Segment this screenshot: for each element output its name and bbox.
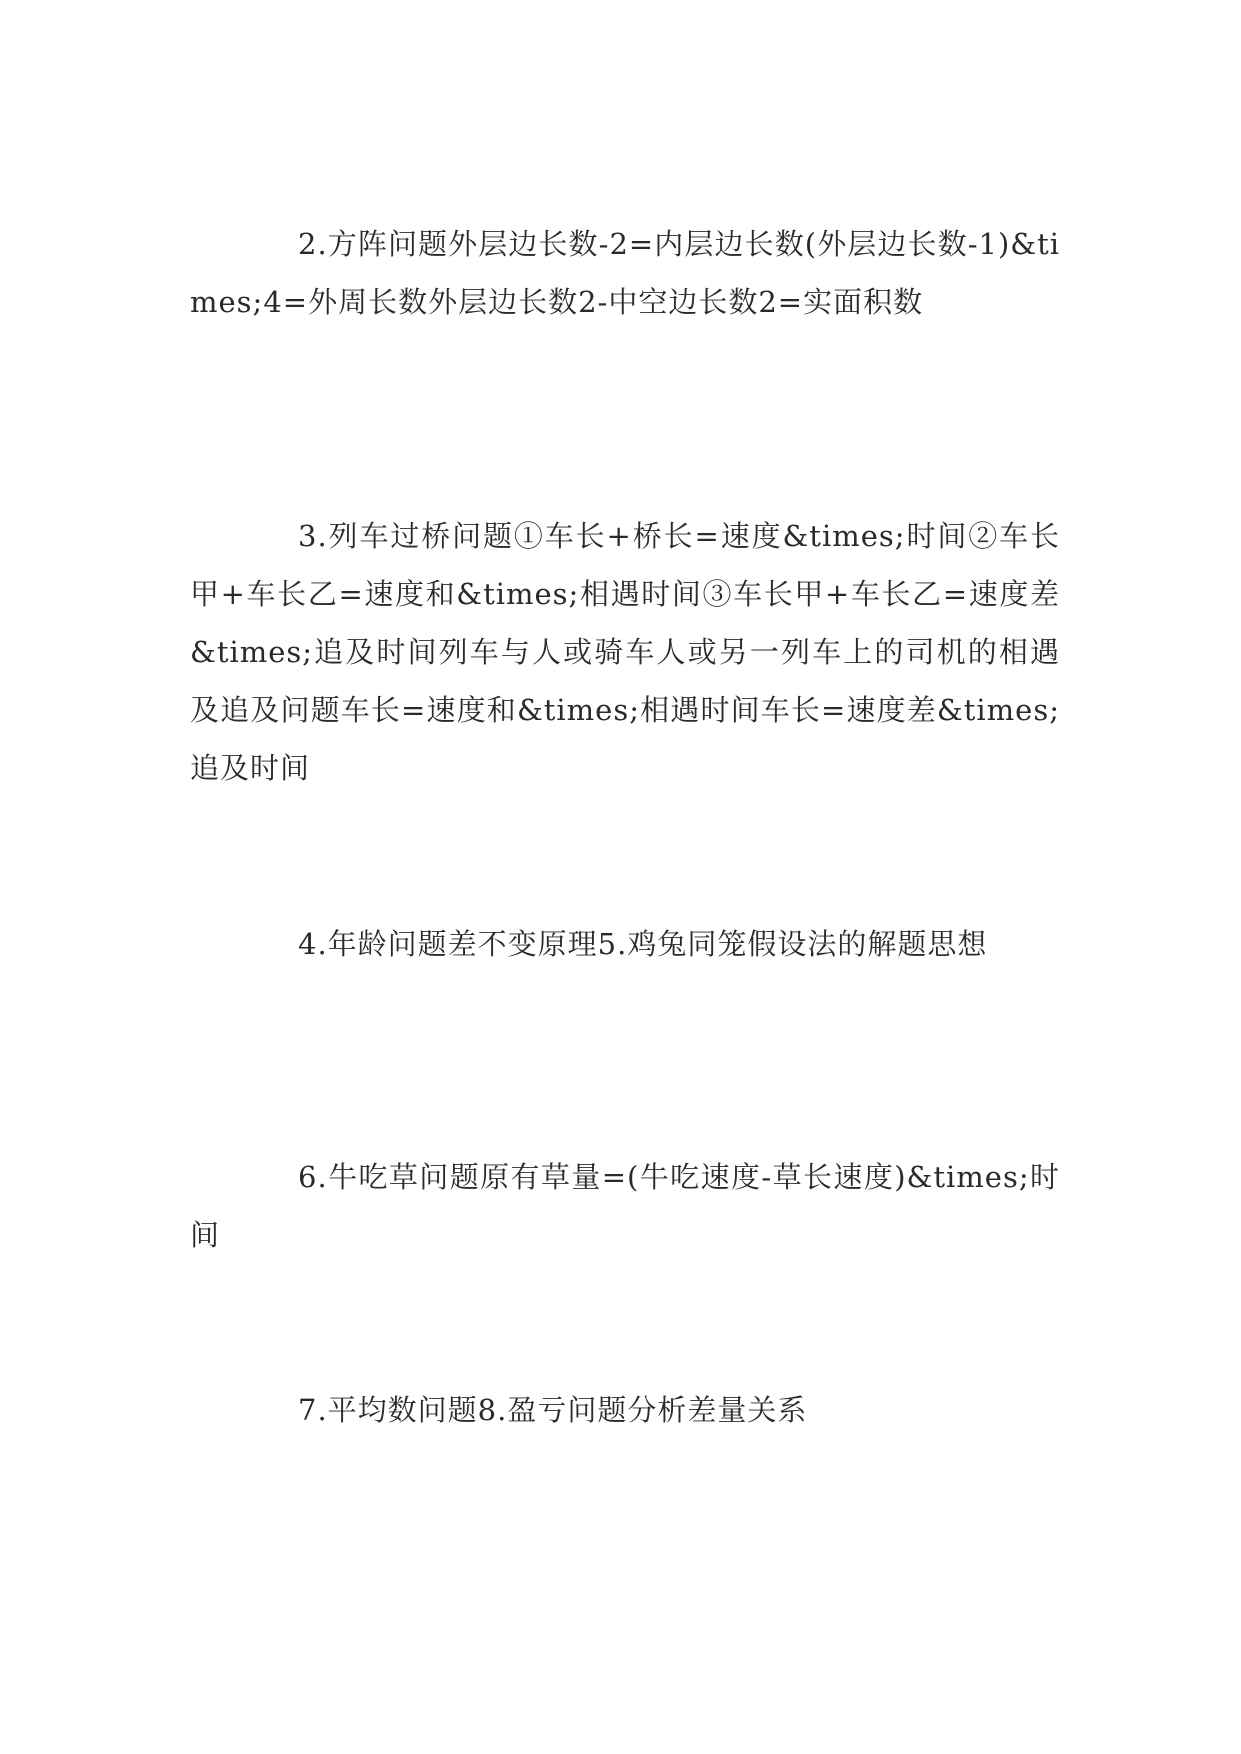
- paragraph-train-bridge: 3.列车过桥问题①车长+桥长=速度&times;时间②车长甲+车长乙=速度和&times;相遇时间③车长甲+车长乙=速度差&times;追及时间列车与人或骑车人或另一列车上的司机的相遇及追及问题车长=速度和&times;相遇时间车长=速度差&times;追及时间: [190, 519, 1060, 785]
- paragraph-square-array: 2.方阵问题外层边长数-2=内层边长数(外层边长数-1)&times;4=外周长数外层边长数2-中空边长数2=实面积数: [190, 227, 1060, 319]
- paragraph-age-chicken-rabbit: 4.年龄问题差不变原理5.鸡兔同笼假设法的解题思想: [298, 927, 988, 961]
- paragraph-average-surplus: 7.平均数问题8.盈亏问题分析差量关系: [298, 1393, 808, 1427]
- paragraph-cow-grass: 6.牛吃草问题原有草量=(牛吃速度-草长速度)&times;时间: [190, 1160, 1060, 1252]
